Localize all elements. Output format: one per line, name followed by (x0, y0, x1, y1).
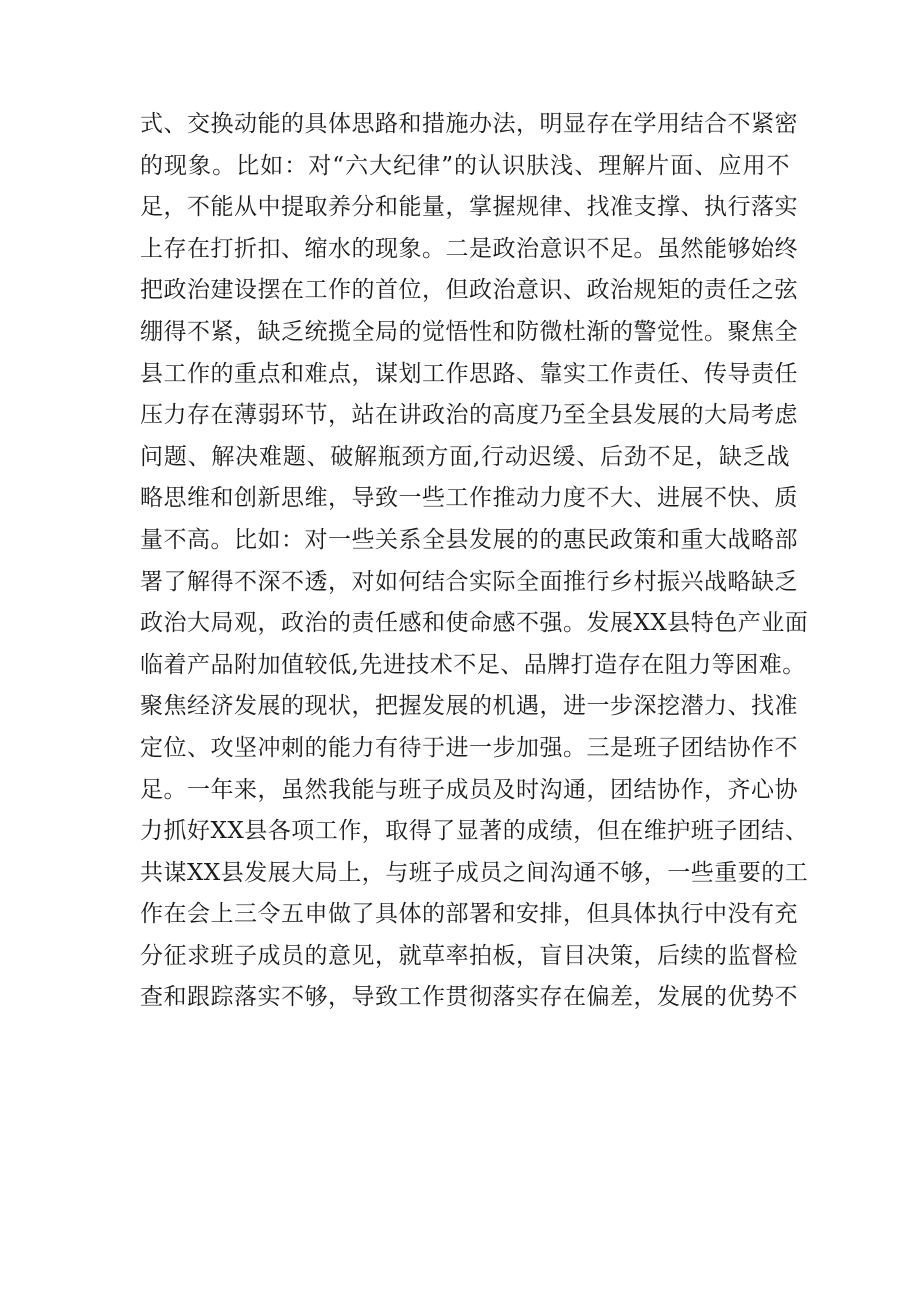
text-line: 政治大局观，政治的责任感和使命感不强。发展XX县特色产业面 (140, 610, 809, 637)
text-line: 定位、攻坚冲刺的能力有待于进一步加强。三是班子团结协作不 (140, 734, 798, 761)
text-line: 查和跟踪落实不够，导致工作贯彻落实存在偏差，发展的优势不 (140, 984, 798, 1011)
text-line: 共谋XX县发展大局上，与班子成员之间沟通不够，一些重要的工 (140, 859, 809, 886)
text-line: 式、交换动能的具体思路和措施办法，明显存在学用结合不紧密 (140, 111, 798, 137)
text-line: 聚焦经济发展的现状，把握发展的机遇，进一步深挖潜力、找准 (140, 693, 798, 720)
body-paragraph (140, 104, 809, 1019)
text-line: 力抓好XX县各项工作，取得了显著的成绩，但在维护班子团结、 (140, 818, 809, 845)
text-line: 署了解得不深不透，对如何结合实际全面推行乡村振兴战略缺乏 (140, 568, 798, 595)
text-line: 作在会上三令五申做了具体的部署和安排，但具体执行中没有充 (140, 901, 798, 928)
text-line: 略思维和创新思维，导致一些工作推动力度不大、进展不快、质 (140, 485, 798, 512)
text-line: 县工作的重点和难点，谋划工作思路、靠实工作责任、传导责任 (140, 360, 798, 387)
text-line: 压力存在薄弱环节，站在讲政治的高度乃至全县发展的大局考虑 (140, 402, 798, 429)
text-line: 把政治建设摆在工作的首位，但政治意识、政治规矩的责任之弦 (140, 277, 798, 304)
text-line: 绷得不紧，缺乏统揽全局的觉悟性和防微杜渐的警觉性。聚焦全 (140, 318, 798, 345)
text-line: 足。一年来，虽然我能与班子成员及时沟通，团结协作，齐心协 (140, 776, 798, 803)
text-line: 上存在打折扣、缩水的现象。二是政治意识不足。虽然能够始终 (140, 235, 798, 262)
text-line: 量不高。比如：对一些关系全县发展的的惠民政策和重大战略部 (140, 526, 798, 553)
text-line: 的现象。比如：对“六大纪律”的认识肤浅、理解片面、应用不 (140, 152, 790, 179)
text-line: 足，不能从中提取养分和能量，掌握规律、找准支撑、执行落实 (140, 194, 798, 221)
text-line: 问题、解决难题、破解瓶颈方面,行动迟缓、后劲不足，缺乏战 (140, 443, 790, 470)
text-line: 临着产品附加值较低,先进技术不足、品牌打造存在阻力等困难。 (140, 651, 806, 678)
text-line: 分征求班子成员的意见，就草率拍板，盲目决策，后续的监督检 (140, 942, 798, 969)
